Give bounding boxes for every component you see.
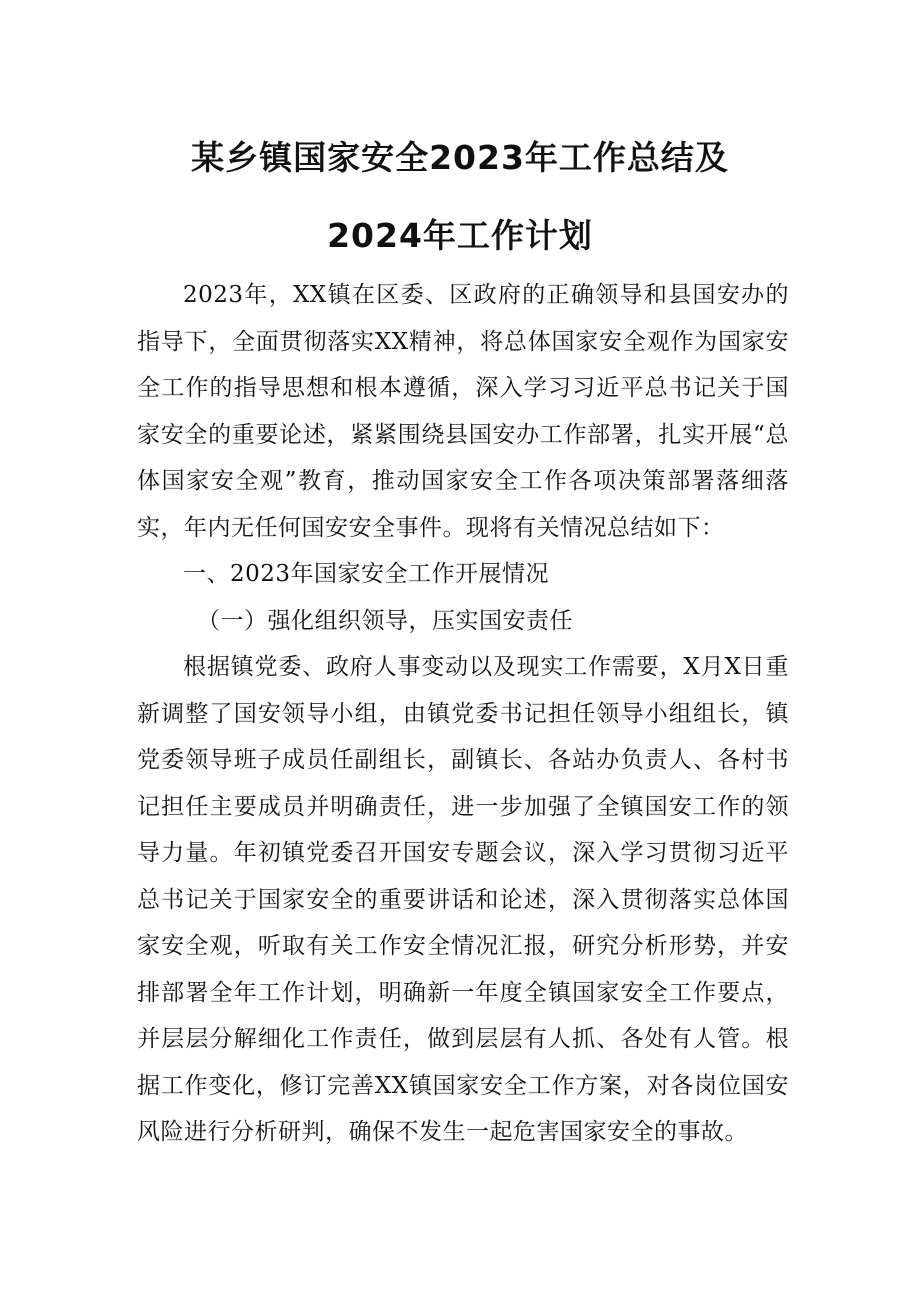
section-heading-1: 一、2023年国家安全工作开展情况 xyxy=(183,561,550,587)
document-title-line-2: 2024年工作计划 xyxy=(327,216,593,255)
document-body xyxy=(137,272,789,1156)
subsection-heading-1: （一）强化组织领导，压实国安责任 xyxy=(197,607,573,634)
intro-paragraph: 2023年，XX镇在区委、区政府的正确领导和县国安办的指导下，全面贯彻落实XX精神，将总体国家安全观作为国家安全工作的指导思想和根本遵循，深入学习习近平总书记关于国家安全的重要论述，紧紧围绕县国安办工作部署，扎实开展“总体国家安全观”教育，推动国家安全工作各项决策部署落细落实，年内无任何国安安全事件。现将有关情况总结如下： xyxy=(137,282,789,541)
body-paragraph-1: 根据镇党委、政府人事变动以及现实工作需要，X月X日重新调整了国安领导小组，由镇党委书记担任领导小组组长，镇党委领导班子成员任副组长，副镇长、各站办负责人、各村书记担任主要成员并明确责任，进一步加强了全镇国安工作的领导力量。年初镇党委召开国安专题会议，深入学习贯彻习近平总书记关于国家安全的重要讲话和论述，深入贯彻落实总体国家安全观，听取有关工作安全情况汇报，研究分析形势，并安排部署全年工作计划，明确新一年度全镇国家安全工作要点，并层层分解细化工作责任，做到层层有人抓、各处有人管。根据工作变化，修订完善XX镇国家安全工作方案，对各岗位国安风险进行分析研判，确保不发生一起危害国家安全的事故。 xyxy=(137,654,789,1145)
document-title-line-1: 某乡镇国家安全2023年工作总结及 xyxy=(191,138,729,177)
